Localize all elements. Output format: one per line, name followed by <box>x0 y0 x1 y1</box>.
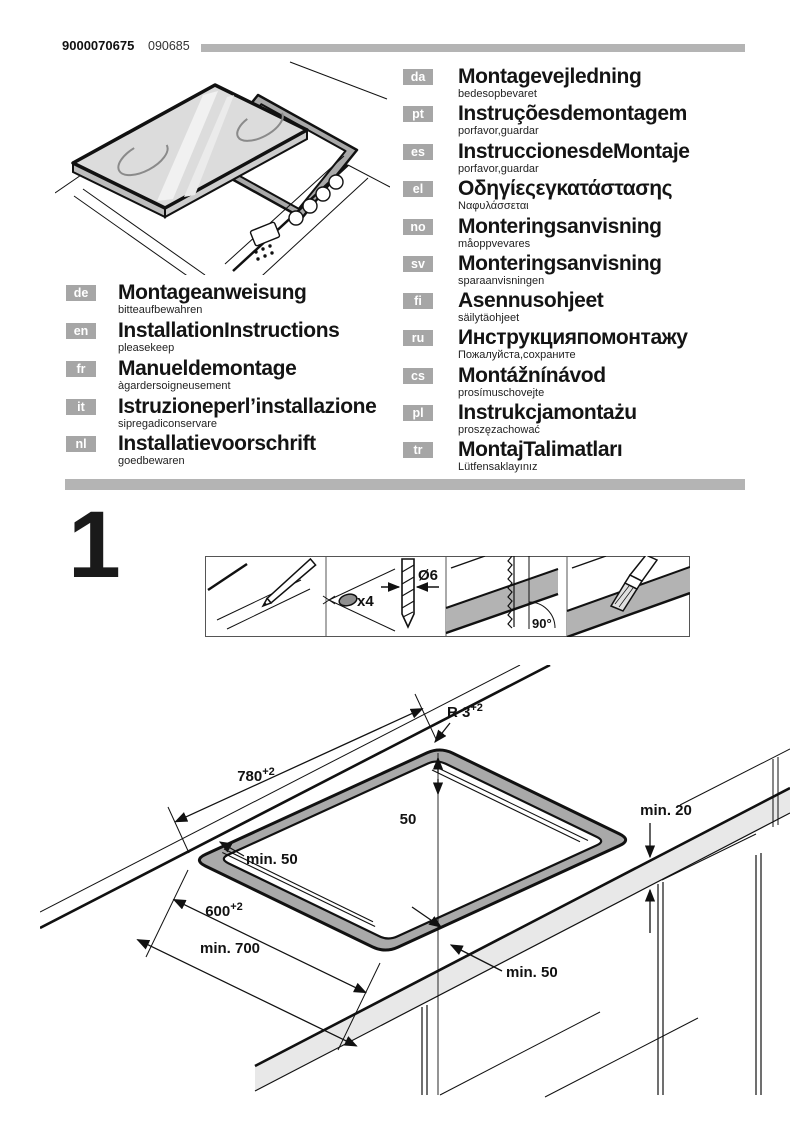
language-code-badge: no <box>403 219 433 235</box>
language-entry-el <box>403 178 748 212</box>
language-title: Istruzioneperl’installazione <box>118 395 377 418</box>
language-entry-pl <box>403 402 748 436</box>
language-entry-sv <box>403 253 748 287</box>
language-title: Manueldemontage <box>118 357 297 380</box>
document-code: 090685 <box>148 39 190 53</box>
language-title: Инструкцияпомонтажу <box>458 326 688 349</box>
language-subtitle: porfavor,guardar <box>458 125 539 137</box>
language-entry-en <box>66 320 411 354</box>
language-title: Instruçõesdemontagem <box>458 102 687 125</box>
language-title: InstallationInstructions <box>118 319 340 342</box>
language-subtitle: goedbewaren <box>118 455 185 467</box>
language-entry-es <box>403 141 748 175</box>
language-code-badge: fi <box>403 293 433 309</box>
cutout-width-dimension: $780^{+2}$ <box>237 766 275 785</box>
step-number: 1 <box>68 492 121 598</box>
language-entry-fr <box>66 358 411 392</box>
oven-buttons <box>254 244 273 260</box>
language-subtitle: prosímuschovejte <box>458 387 545 399</box>
language-title: Montážnínávod <box>458 364 606 387</box>
language-subtitle: bedesopbevaret <box>458 88 537 100</box>
language-code-badge: it <box>66 399 96 415</box>
language-subtitle: säilytäohjeet <box>458 312 520 324</box>
cut-angle-label: 90° <box>532 616 552 631</box>
hole-count-label: x4 <box>357 593 374 610</box>
language-subtitle: pleasekeep <box>118 342 175 354</box>
installation-pictogram-strip <box>205 556 690 637</box>
language-entry-pt <box>403 103 748 137</box>
language-subtitle: àgardersoigneusement <box>118 380 231 392</box>
language-code-badge: nl <box>66 436 96 452</box>
language-title: Installatievoorschrift <box>118 432 316 455</box>
document-number: 9000070675 <box>62 38 135 53</box>
language-subtitle: sparaanvisningen <box>458 275 545 287</box>
language-subtitle: sipregadiconservare <box>118 418 218 430</box>
language-title: Asennusohjeet <box>458 289 604 312</box>
language-code-badge: fr <box>66 361 96 377</box>
language-code-badge: ru <box>403 330 433 346</box>
cutout-dimension-drawing <box>40 665 790 1120</box>
language-code-badge: cs <box>403 368 433 384</box>
language-title: Montagevejledning <box>458 65 642 88</box>
language-entry-ru <box>403 327 748 361</box>
language-code-badge: sv <box>403 256 433 272</box>
language-title: Monteringsanvisning <box>458 215 662 238</box>
min-side-clearance-dimension: min. 50 <box>246 851 298 868</box>
language-subtitle: bitteaufbewahren <box>118 304 203 316</box>
wall-edge-line <box>290 62 387 99</box>
header-bar <box>201 44 745 52</box>
language-subtitle: Ναφυλάσσεται <box>458 200 529 212</box>
language-title: Montageanweisung <box>118 281 307 304</box>
language-entry-tr <box>403 439 748 473</box>
language-title: Instrukcjamontażu <box>458 401 637 424</box>
corner-offset-dimension: 50 <box>399 811 417 828</box>
language-entry-it <box>66 396 411 430</box>
language-title: InstruccionesdeMontaje <box>458 140 690 163</box>
language-entry-no <box>403 216 748 250</box>
language-entry-fi <box>403 290 748 324</box>
language-code-badge: es <box>403 144 433 160</box>
drill-diameter-label: Ø6 <box>418 567 439 584</box>
language-subtitle: måoppvevares <box>458 238 531 250</box>
language-title: Monteringsanvisning <box>458 252 662 275</box>
language-code-badge: da <box>403 69 433 85</box>
language-entry-nl <box>66 433 411 467</box>
min-front-clearance-dimension: min. 50 <box>506 964 558 981</box>
language-title: Οδηγίεςεγκατάστασης <box>458 177 673 200</box>
language-entry-da <box>403 66 748 100</box>
language-code-badge: el <box>403 181 433 197</box>
language-code-badge: pl <box>403 405 433 421</box>
language-code-badge: en <box>66 323 96 339</box>
language-subtitle: porfavor,guardar <box>458 163 539 175</box>
language-code-badge: pt <box>403 106 433 122</box>
language-subtitle: Пожалуйста,сохраните <box>458 349 576 361</box>
language-code-badge: tr <box>403 442 433 458</box>
language-title: MontajTalimatları <box>458 438 623 461</box>
section-divider-bar <box>65 479 745 490</box>
min-worktop-thickness-dimension: min. 20 <box>640 802 692 819</box>
min-worktop-depth-dimension: min. 700 <box>199 940 261 957</box>
oven-display <box>250 222 280 247</box>
cutout-depth-dimension: $600^{+2}$ <box>205 901 243 920</box>
language-code-badge: de <box>66 285 96 301</box>
language-subtitle: Lütfensaklayınız <box>458 461 538 473</box>
language-entry-cs <box>403 365 748 399</box>
hob-installation-illustration <box>55 55 390 275</box>
oven-side-edge <box>348 165 390 187</box>
language-subtitle: proszęzachować <box>458 424 540 436</box>
corner-radius-dimension: R $3^{+2}$ <box>447 702 483 721</box>
language-entry-de <box>66 282 411 316</box>
